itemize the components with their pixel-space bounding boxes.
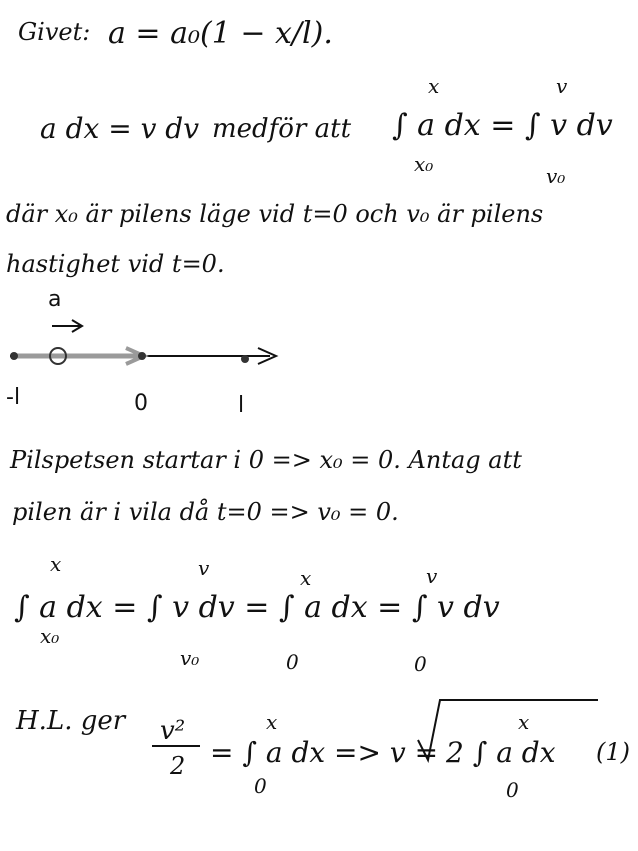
tick-label-minus-l: -l xyxy=(6,385,21,410)
hl-gives: H.L. ger xyxy=(16,706,126,736)
eq3-limit-8: 0 xyxy=(414,652,427,676)
paragraph-2-line-b: pilen är i vila då t=0 => v₀ = 0. xyxy=(12,498,399,526)
differential-relation: a dx = v dv xyxy=(40,112,200,145)
given-label: Givet: xyxy=(18,18,91,46)
paragraph-1-line-b: hastighet vid t=0. xyxy=(6,250,225,278)
eq3-limit-4: v₀ xyxy=(180,646,200,670)
integral-chain: ∫ a dx = ∫ v dv = ∫ a dx = ∫ v dv xyxy=(14,590,500,625)
eq4-limit-4: 0 xyxy=(506,778,519,802)
tick-label-l: l xyxy=(238,393,245,418)
eq3-limit-3: v xyxy=(198,556,210,580)
equation-number: (1) xyxy=(596,738,630,766)
frac-den: 2 xyxy=(170,752,186,780)
eq3-limit-6: 0 xyxy=(286,650,299,674)
eq4-limit-3: x xyxy=(518,710,530,734)
eq4-integral-part: = ∫ a dx => v = xyxy=(210,736,439,769)
eq3-limit-7: v xyxy=(426,564,438,588)
frac-num: v² xyxy=(160,716,186,746)
paragraph-2-line-a: Pilspetsen startar i 0 => x₀ = 0. Antag att xyxy=(10,446,522,474)
integral-relation: ∫ a dx = ∫ v dv xyxy=(392,108,613,143)
integral-upper-x: x xyxy=(428,74,440,98)
eq3-limit-1: x xyxy=(50,552,62,576)
integral-lower-v0: v₀ xyxy=(546,164,566,188)
eq3-limit-2: x₀ xyxy=(40,624,60,648)
integral-lower-x0: x₀ xyxy=(414,152,434,176)
eq4-sqrt-content: 2 ∫ a dx xyxy=(446,736,556,769)
eq3-limit-5: x xyxy=(300,566,312,590)
eq4-limit-1: x xyxy=(266,710,278,734)
diagram-a-label: a xyxy=(48,287,62,312)
tick-label-zero: 0 xyxy=(134,391,148,416)
integral-upper-v: v xyxy=(556,74,568,98)
eq4-limit-2: 0 xyxy=(254,774,267,798)
given-formula: a = a₀(1 − x/l). xyxy=(108,16,333,51)
paragraph-1-line-a: där x₀ är pilens läge vid t=0 och v₀ är pilens xyxy=(6,200,544,228)
implies-text: medför att xyxy=(212,114,352,144)
